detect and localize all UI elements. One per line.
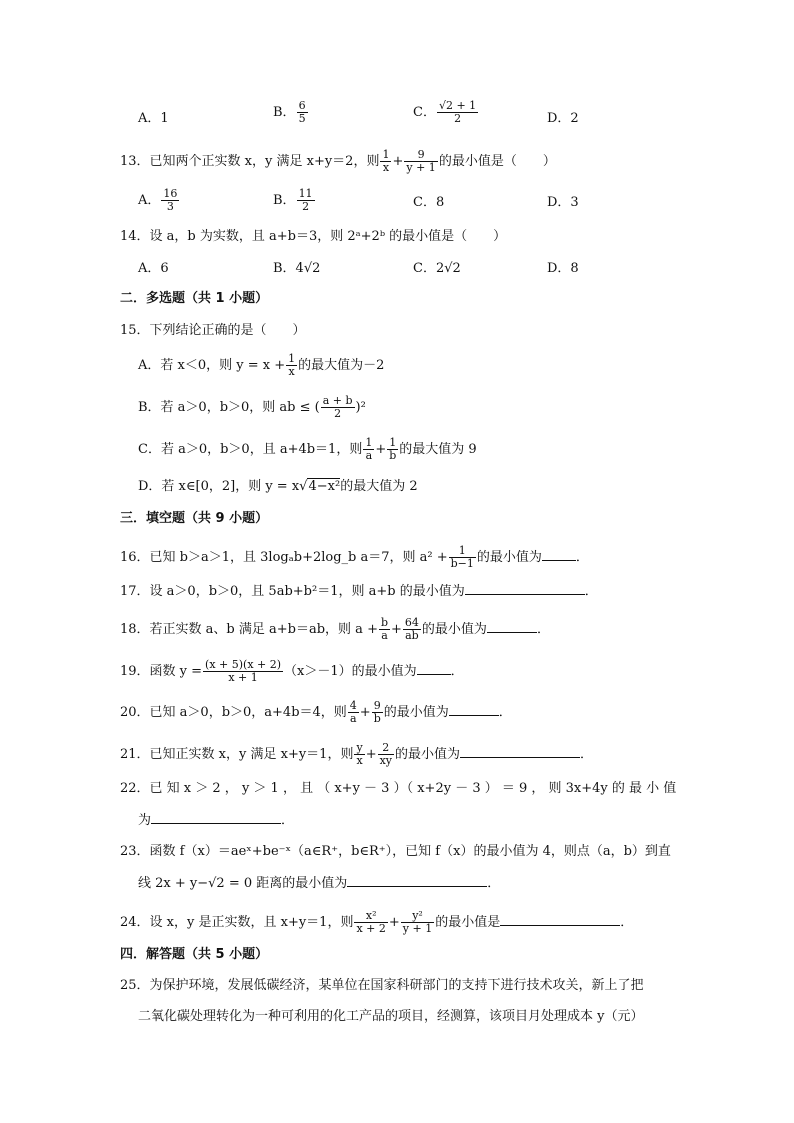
section-2-heading: 二．多选题（共 1 小题） [120,291,269,306]
q19-stem: 19．函数 y = $\frac{(x + 5)(x + 2)}{x + 1}$ （x＞－1）的最小值为 ． [120,658,464,684]
answer-blank[interactable] [347,874,487,887]
q23-stem-line2: 线 2x + y−√2 = 0 距离的最小值为 ． [138,876,501,891]
q15-option-b: B．若 a＞0，b＞0，则 ab ≤ ( $\frac{a + b}{2}$ )² [138,394,366,420]
q12-option-c: C． $\frac{√2 + 1}{2}$ [413,99,477,125]
q23-stem-line1: 23．函数 f（x）＝aeˣ+be⁻ˣ（a∈R⁺，b∈R⁺），已知 f（x）的最小值为 4，则点（a，b）到直 [120,844,671,859]
section-3-heading: 三．填空题（共 9 小题） [120,511,269,526]
q21-stem: 21．已知正实数 x，y 满足 x+y＝1，则 $\frac{y}{x}$ + $\frac{2}{xy}$ 的最小值为 ． [120,741,594,767]
q16-stem: 16．已知 b＞a＞1，且 3logₐb+2log_b a＝7，则 a² + $\frac{1}{b-1}$ 的最小值为 ． [120,544,589,570]
q17-stem: 17．设 a＞0，b＞0，且 5ab+b²＝1，则 a+b 的最小值为 ． [120,584,598,599]
q20-stem: 20．已知 a＞0，b＞0，a+4b＝4，则 $\frac{4}{a}$ + $\frac{9}{b}$ 的最小值为 ． [120,699,512,725]
q22-stem-line2: 为 ． [138,813,295,828]
q15-option-a: A．若 x＜0，则 y = x + $\frac{1}{x}$ 的最大值为－2 [138,352,385,378]
q25-stem-line2: 二氧化碳处理转化为一种可利用的化工产品的项目，经测算，该项目月处理成本 y（元） [138,1009,644,1024]
q13-option-b: B． $\frac{11}{2}$ [273,187,313,213]
q13-option-a: A． $\frac{16}{3}$ [138,187,178,213]
q13-option-c: C．8 [413,195,445,210]
q24-stem: 24．设 x，y 是正实数，且 x+y＝1，则 $\frac{\text{x²}}{x + 2}$ + $\frac{\text{y²}}{y + 1}$ 的最小值是 ． [120,909,634,935]
q25-stem-line1: 25．为保护环境，发展低碳经济，某单位在国家科研部门的支持下进行技术攻关，新上了把 [120,978,644,993]
q13-option-d: D．3 [547,195,579,210]
answer-blank[interactable] [542,548,576,561]
q18-stem: 18．若正实数 a、b 满足 a+b＝ab，则 a + $\frac{b}{a}$ + $\frac{64}{ab}$ 的最小值为 ． [120,616,550,642]
answer-blank[interactable] [449,703,499,716]
q12-option-d: D．2 [547,111,579,126]
answer-blank[interactable] [417,662,451,675]
q14-stem: 14．设 a，b 为实数，且 a+b＝3，则 2ᵃ+2ᵇ 的最小值是（ ） [120,229,507,244]
q12-option-a: A．1 [138,111,169,126]
q13-stem: 13．已知两个正实数 x，y 满足 x+y＝2，则 $\frac{1}{x}$ + $\frac{9}{y + 1}$ 的最小值是（ ） [120,148,556,174]
answer-blank[interactable] [460,745,580,758]
q14-option-b: B．4√2 [273,261,321,276]
q12-option-b: B． $\frac{6}{5}$ [273,99,306,125]
answer-blank[interactable] [500,913,620,926]
q14-option-d: D．8 [547,261,579,276]
section-4-heading: 四．解答题（共 5 小题） [120,947,269,962]
answer-blank[interactable] [487,620,537,633]
answer-blank[interactable] [465,582,585,595]
q15-option-c: C．若 a＞0，b＞0，且 a+4b＝1，则 $\frac{1}{a}$ + $\frac{1}{b}$ 的最大值为 9 [138,436,477,462]
q14-option-a: A．6 [138,261,169,276]
q15-stem: 15．下列结论正确的是（ ） [120,323,306,338]
q22-stem-line1: 22．已 知 x ＞ 2 ， y ＞ 1 ， 且 （ x+y － 3 ）（ x+2y － 3 ） ＝ 9 ， 则 3x+4y 的 最 小 值 [120,781,677,796]
answer-blank[interactable] [151,811,281,824]
q15-option-d: D．若 x∈[0，2]，则 y = x√4−x²的最大值为 2 [138,479,418,494]
q14-option-c: C．2√2 [413,261,461,276]
